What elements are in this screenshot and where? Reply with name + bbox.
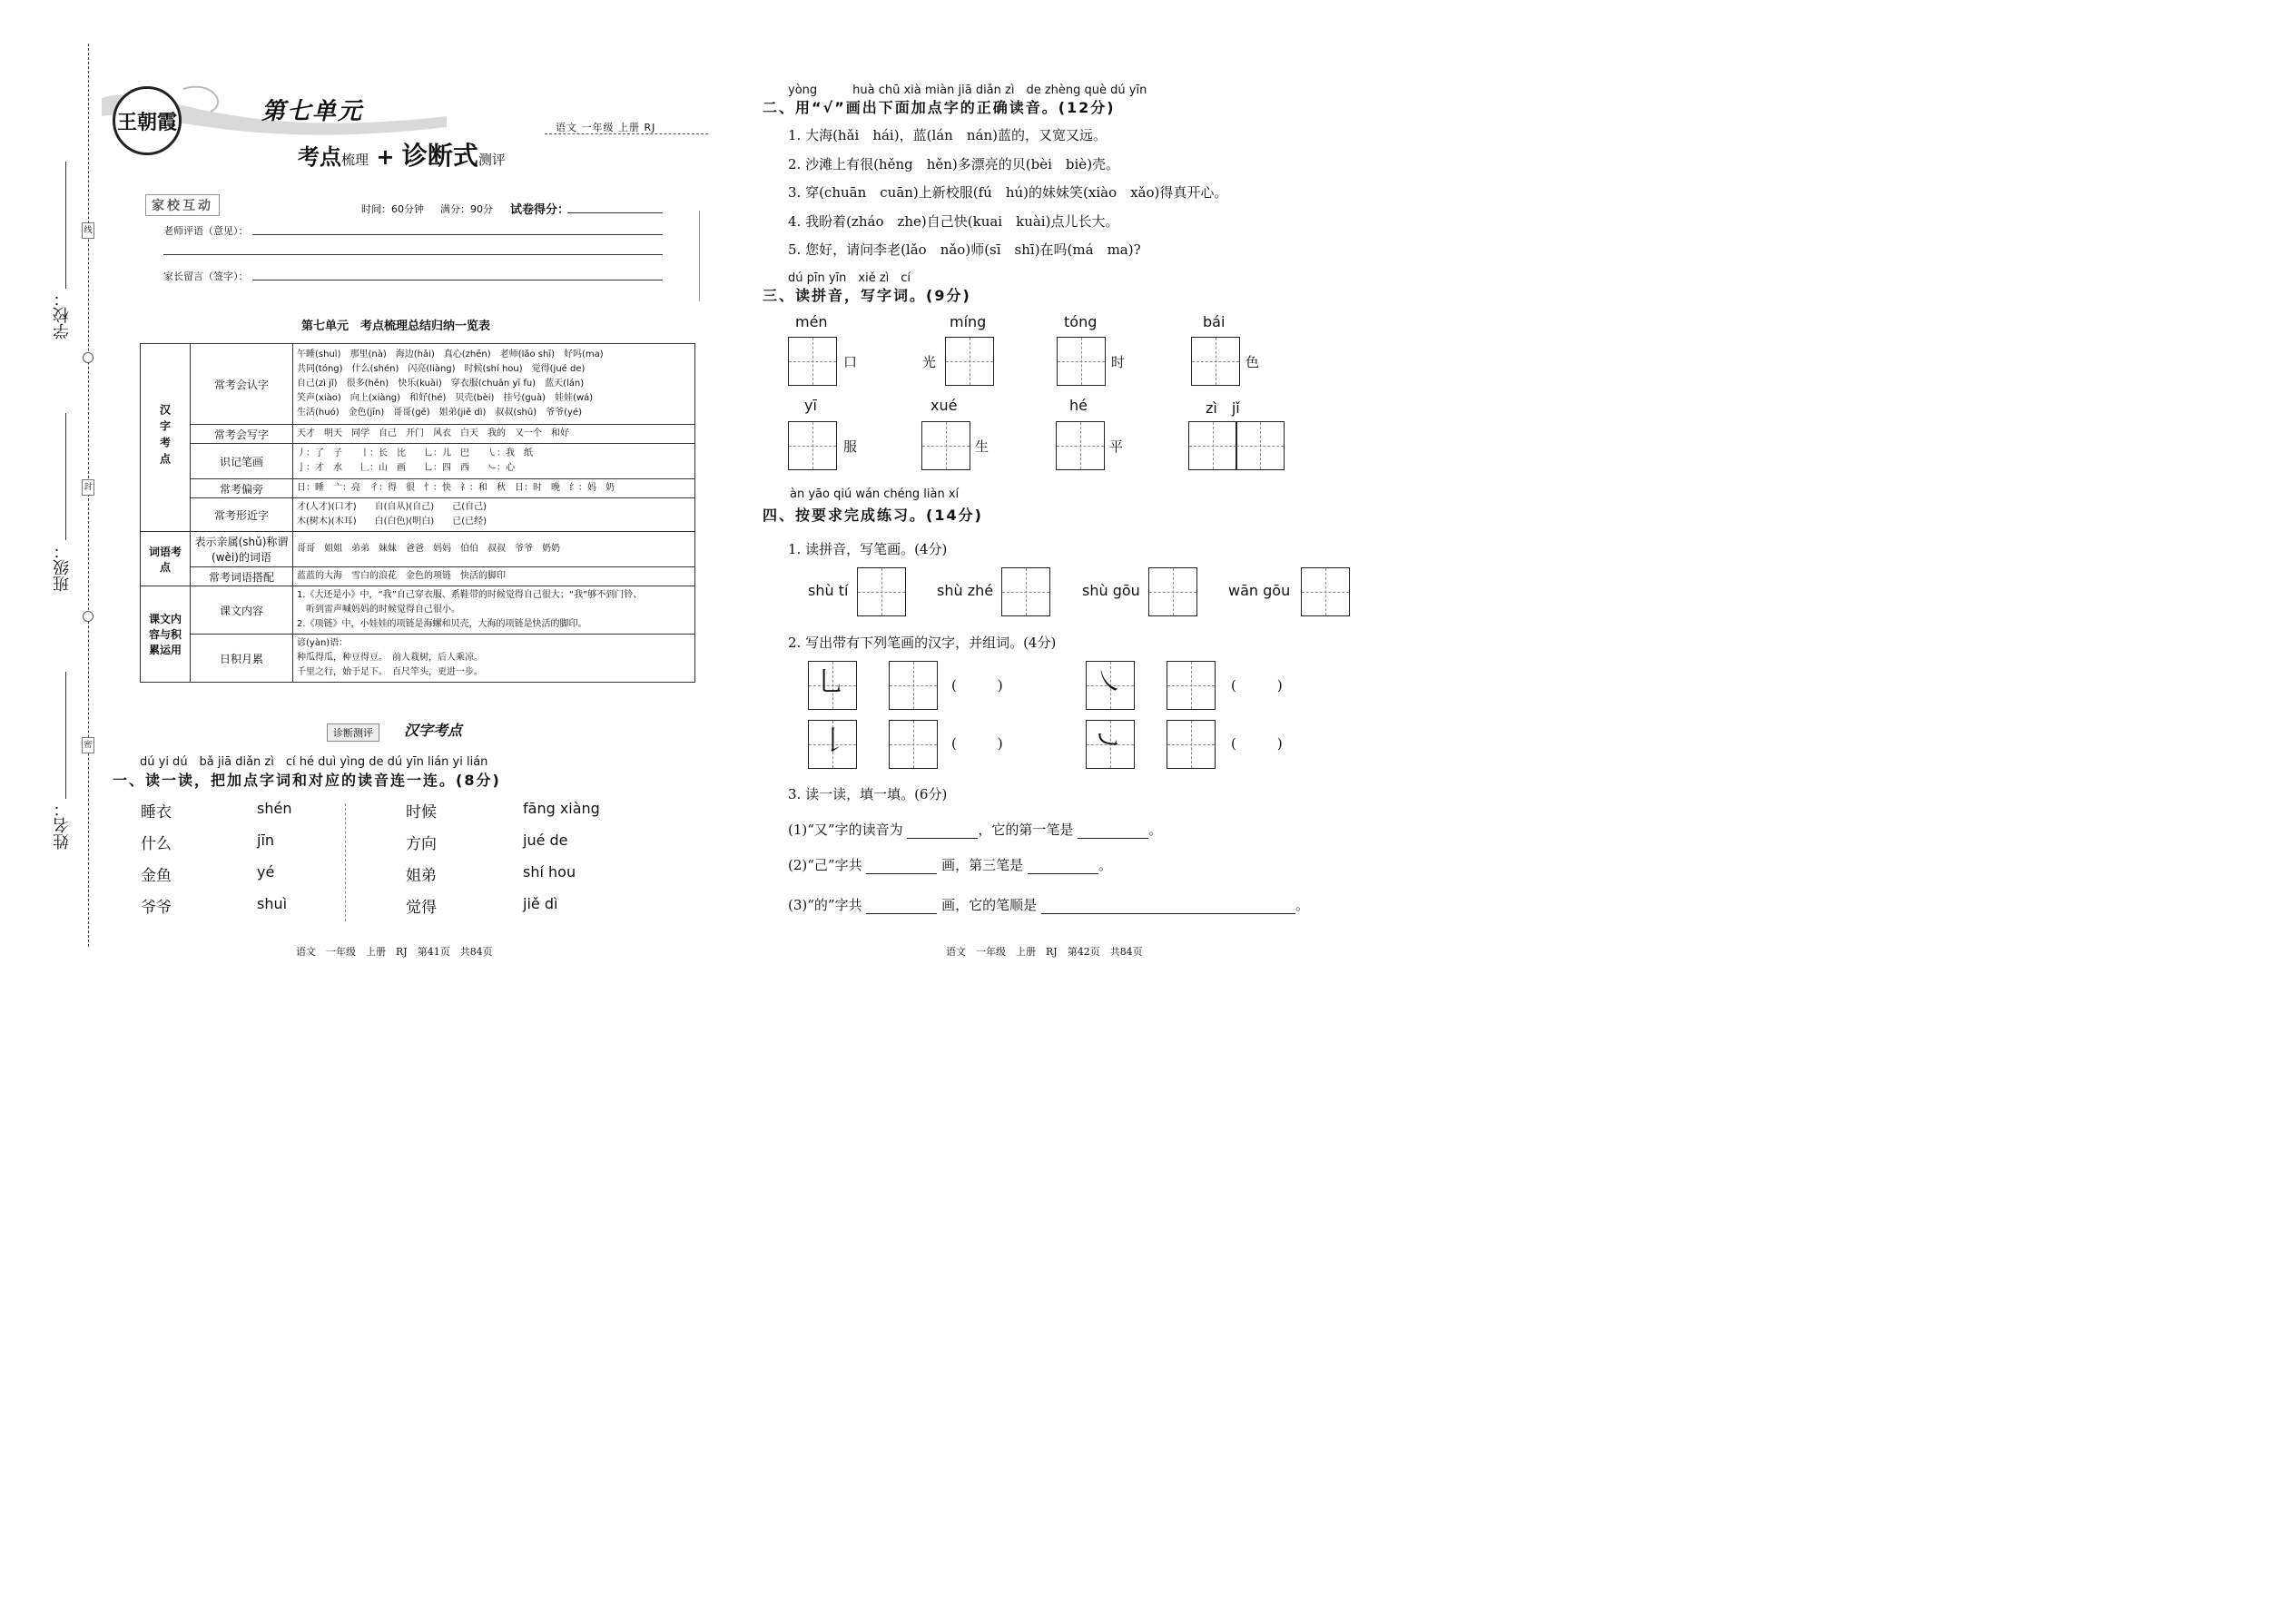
match-word[interactable]: 姐弟 <box>406 867 437 885</box>
fill-line-3: (3)“的”字共 画，它的笔顺是 。 <box>788 897 1309 913</box>
table-row <box>141 498 695 532</box>
writing-grid-box[interactable] <box>945 337 994 386</box>
stroke-glyph: 𠄌 <box>820 725 847 757</box>
writing-grid-box[interactable] <box>1188 421 1237 470</box>
match-pinyin[interactable]: jiě dì <box>523 895 558 912</box>
fill-blank[interactable] <box>866 897 937 914</box>
page-footer-right: 语文 一年级 上册 RJ 第42页 共84页 <box>946 946 1143 958</box>
match-word[interactable]: 觉得 <box>406 899 437 917</box>
writing-grid-box[interactable] <box>889 661 938 710</box>
word-paren[interactable]: ( ) <box>951 677 1003 694</box>
content-cell: 1.《大还是小》中，“我”自己穿衣服、系鞋带的时候觉得自己很大；“我”够不到门铃、 听到雷声喊妈妈的时候觉得自己很小。 2.《项链》中，小娃娃的项链是海螺和贝壳，大海的项链是快活的脚印。 <box>293 586 695 635</box>
binding-tag: 封 <box>82 479 94 496</box>
name-label: 姓名： <box>53 801 72 850</box>
word-paren[interactable]: ( ) <box>1231 735 1283 752</box>
q3-pinyin-prompt: zì jǐ <box>1206 399 1240 417</box>
page-footer-left: 语文 一年级 上册 RJ 第41页 共84页 <box>296 946 493 958</box>
stroke-pinyin: shù tí <box>808 582 849 599</box>
binding-hole <box>83 352 94 363</box>
name-blank-line[interactable] <box>65 672 66 799</box>
table-row <box>141 586 695 635</box>
time-limit: 时间：60分钟 <box>361 203 424 215</box>
binding-tag: 密 <box>82 737 94 753</box>
subcategory-cell: 常考形近字 <box>191 498 293 532</box>
category-cell: 汉字考点 <box>141 344 191 532</box>
binding-hole <box>83 611 94 622</box>
q3-pinyin-prompt: mén <box>795 313 828 330</box>
fill-blank[interactable] <box>907 822 978 839</box>
q4-sub3: 3. 读一读，填一填。(6分) <box>788 786 948 802</box>
match-pinyin[interactable]: jué de <box>523 832 568 849</box>
q2-item[interactable]: 5. 您好，请问李老(lǎo nǎo)师(sī shī)在吗(má ma)? <box>788 241 1141 258</box>
q4-sub2: 2. 写出带有下列笔画的汉字，并组词。(4分) <box>788 635 1057 651</box>
table-row <box>141 479 695 498</box>
subcategory-cell: 常考偏旁 <box>191 479 293 498</box>
summary-table <box>140 343 695 683</box>
parent-comment-label: 家长留言（签字）： <box>163 271 249 282</box>
q3-suffix: 时 <box>1111 354 1126 370</box>
score-field[interactable] <box>567 212 663 213</box>
class-label: 班级： <box>53 543 72 592</box>
writing-grid-box[interactable] <box>1148 567 1197 616</box>
stroke-pinyin: wān gōu <box>1228 582 1291 599</box>
writing-grid-box[interactable] <box>857 567 906 616</box>
q3-title: 三、读拼音，写字词。(9分) <box>763 287 971 304</box>
publisher-logo: 王朝霞 <box>113 86 182 155</box>
class-blank-line[interactable] <box>65 413 66 540</box>
q3-suffix: 生 <box>975 438 989 455</box>
subcategory-cell: 课文内容 <box>191 586 293 635</box>
word-paren[interactable]: ( ) <box>951 735 1003 752</box>
subcategory-cell: 识记笔画 <box>191 444 293 479</box>
subcategory-cell: 日积月累 <box>191 635 293 683</box>
page-subtitle: 考点梳理 + 诊断式测评 <box>298 141 506 171</box>
unit-title: 第七单元 <box>261 98 364 125</box>
school-label: 学校： <box>53 290 72 340</box>
q2-title: 二、用“√”画出下面加点字的正确读音。(12分) <box>763 99 1116 116</box>
subcategory-cell: 常考词语搭配 <box>191 567 293 586</box>
subcategory-cell: 常考会写字 <box>191 425 293 444</box>
q3-suffix: 平 <box>1109 438 1124 455</box>
category-cell: 课文内容与积累运用 <box>141 586 191 683</box>
parent-comment-line[interactable] <box>252 280 663 281</box>
content-cell: 日：睡 亠：亮 彳：得 很 忄：快 礻：和 秋 日：时 晚 纟：妈 奶 <box>293 479 695 498</box>
writing-grid-box[interactable] <box>1001 567 1050 616</box>
writing-grid-box[interactable] <box>889 720 938 769</box>
fill-line-2: (2)“己”字共 画，第三笔是 。 <box>788 857 1112 873</box>
table-row <box>141 567 695 586</box>
category-cell: 词语考点 <box>141 532 191 586</box>
writing-grid-box[interactable] <box>1167 661 1216 710</box>
stroke-glyph: 乚 <box>817 666 844 698</box>
stroke-glyph: ㇃ <box>1094 725 1121 757</box>
word-paren[interactable]: ( ) <box>1231 677 1283 694</box>
table-row <box>141 444 695 479</box>
writing-grid-box[interactable] <box>788 421 837 470</box>
q2-item[interactable]: 3. 穿(chuān cuān)上新校服(fú hú)的妹妹笑(xiào xǎo)得真开心。 <box>788 184 1228 201</box>
binding-tag: 线 <box>82 222 94 239</box>
writing-grid-box[interactable] <box>1167 720 1216 769</box>
q4-pinyin: àn yāo qiú wán chéng liàn xí <box>790 487 960 501</box>
content-cell: 丿：了 子 丨：长 比 乚：儿 巴 ㇂：我 纸 亅：才 水 𠃊：山 画 乚：四 西 ㇃：心 <box>293 444 695 479</box>
writing-grid-box[interactable] <box>921 421 970 470</box>
home-school-badge: 家校互动 <box>145 194 220 216</box>
match-word[interactable]: 时候 <box>406 803 437 822</box>
stroke-pinyin: shù zhé <box>937 582 994 599</box>
score-label: 试卷得分： <box>510 203 570 217</box>
content-cell: 哥哥 姐姐 弟弟 妹妹 爸爸 妈妈 伯伯 叔叔 爷爷 奶奶 <box>293 532 695 567</box>
q3-pinyin-prompt: xué <box>930 397 958 414</box>
writing-grid-box[interactable] <box>788 337 837 386</box>
match-pinyin[interactable]: shuì <box>257 895 288 912</box>
q2-item[interactable]: 1. 大海(hǎi hái)，蓝(lán nán)蓝的，又宽又远。 <box>788 127 1107 143</box>
summary-table-title: 第七单元 考点梳理总结归纳一览表 <box>301 320 491 333</box>
match-pinyin[interactable]: fāng xiàng <box>523 800 600 817</box>
q3-suffix: 服 <box>843 438 858 455</box>
content-cell: 蓝蓝的大海 雪白的浪花 金色的项链 快活的脚印 <box>293 567 695 586</box>
content-cell: 午睡(shuì) 那里(nà) 海边(hǎi) 真心(zhēn) 老师(lǎo shī) 好吗(ma) 共同(tóng) 什么(shén) 闪亮(liàng) 时候(shí hou) 觉得(jué de) 自己(zì jǐ) 很多(hěn) 快乐(kuài) 穿衣服(chuān yī fu) 蓝天(lán) 笑声(xiào) 向上(xiàng) 和好(hé) 贝壳(bèi) 挂号(guà) 娃娃(wá) 生活(huó) 金色(jīn) 哥哥(gē) 姐弟(jiě dì) 叔叔(shū) 爷爷(yé) <box>293 344 695 425</box>
match-pinyin[interactable]: shén <box>257 800 292 817</box>
match-word[interactable]: 金鱼 <box>141 867 172 885</box>
header-dash-decoration <box>545 133 708 160</box>
teacher-comment-line[interactable] <box>163 254 663 255</box>
match-word[interactable]: 睡衣 <box>141 803 172 822</box>
writing-grid-box[interactable] <box>1056 421 1105 470</box>
q2-item[interactable]: 4. 我盼着(zháo zhe)自己快(kuai kuài)点儿长大。 <box>788 213 1119 230</box>
q3-pinyin-prompt: míng <box>950 313 987 330</box>
q3-suffix: 口 <box>843 354 858 370</box>
column-divider <box>345 803 346 921</box>
match-word[interactable]: 什么 <box>141 835 172 853</box>
fill-line-1: (1)“又”字的读音为 ，它的第一笔是 。 <box>788 822 1163 838</box>
stroke-pinyin: shù gōu <box>1082 582 1140 599</box>
writing-grid-box[interactable] <box>1191 337 1240 386</box>
section-title: 汉字考点 <box>404 722 463 739</box>
table-row <box>141 532 695 567</box>
q2-pinyin: yòng huà chū xià miàn jiā diǎn zì de zhèng què dú yīn <box>788 84 1147 97</box>
writing-grid-box[interactable] <box>1057 337 1106 386</box>
q4-sub1: 1. 读拼音，写笔画。(4分) <box>788 541 948 557</box>
fill-blank[interactable] <box>1078 822 1148 839</box>
subcategory-cell: 常考会认字 <box>191 344 293 425</box>
school-blank-line[interactable] <box>65 162 66 289</box>
diagnostic-tag: 诊断测评 <box>327 723 379 742</box>
q3-pinyin-prompt: yī <box>804 397 817 414</box>
content-cell: 谚(yàn)语： 种瓜得瓜，种豆得豆。 前人栽树，后人乘凉。 千里之行，始于足下。 百尺竿头，更进一步。 <box>293 635 695 683</box>
writing-grid-box[interactable] <box>1301 567 1350 616</box>
q3-pinyin-prompt: hé <box>1069 397 1088 414</box>
writing-grid-box[interactable] <box>1236 421 1285 470</box>
stroke-glyph: ㇏ <box>1096 666 1123 698</box>
content-cell: 才(人才)(口才) 自(自从)(自己) 己(自己) 木(树木)(木耳) 白(白色)(明白) 已(已经) <box>293 498 695 532</box>
q1-title: 一、读一读，把加点字词和对应的读音连一连。(8分) <box>113 772 501 789</box>
subcategory-cell: 表示亲属(shǔ)称谓(wèi)的词语 <box>191 532 293 567</box>
q3-pinyin: dú pīn yīn xiě zì cí <box>788 271 911 285</box>
match-word[interactable]: 方向 <box>406 835 437 853</box>
table-row <box>141 425 695 444</box>
full-score: 满分：90分 <box>440 203 493 215</box>
match-word[interactable]: 爷爷 <box>141 899 172 917</box>
match-pinyin[interactable]: jīn <box>257 832 275 849</box>
q3-pinyin-prompt: tóng <box>1064 313 1098 330</box>
match-pinyin[interactable]: shí hou <box>523 863 576 881</box>
q3-prefix: 光 <box>922 354 937 370</box>
match-pinyin[interactable]: yé <box>257 863 275 881</box>
q3-pinyin-prompt: bái <box>1203 313 1226 330</box>
fill-blank[interactable] <box>1028 857 1098 874</box>
table-row <box>141 635 695 683</box>
q3-suffix: 色 <box>1245 354 1260 370</box>
q2-item[interactable]: 2. 沙滩上有很(hěng hěn)多漂亮的贝(bèi biè)壳。 <box>788 156 1120 172</box>
teacher-comment-line[interactable] <box>252 234 663 235</box>
content-cell: 天才 明天 同学 自己 开门 风衣 白天 我的 又一个 和好 <box>293 425 695 444</box>
table-row <box>141 344 695 425</box>
teacher-comment-label: 老师评语（意见）： <box>163 225 249 237</box>
fill-blank[interactable] <box>1041 897 1295 914</box>
q1-pinyin: dú yi dú bǎ jiā diǎn zì cí hé duì yìng de dú yīn lián yi lián <box>140 755 488 769</box>
q4-title: 四、按要求完成练习。(14分) <box>763 507 983 524</box>
grade-tag: 语文 一年级 上册 RJ <box>556 122 656 133</box>
fill-blank[interactable] <box>866 857 937 874</box>
